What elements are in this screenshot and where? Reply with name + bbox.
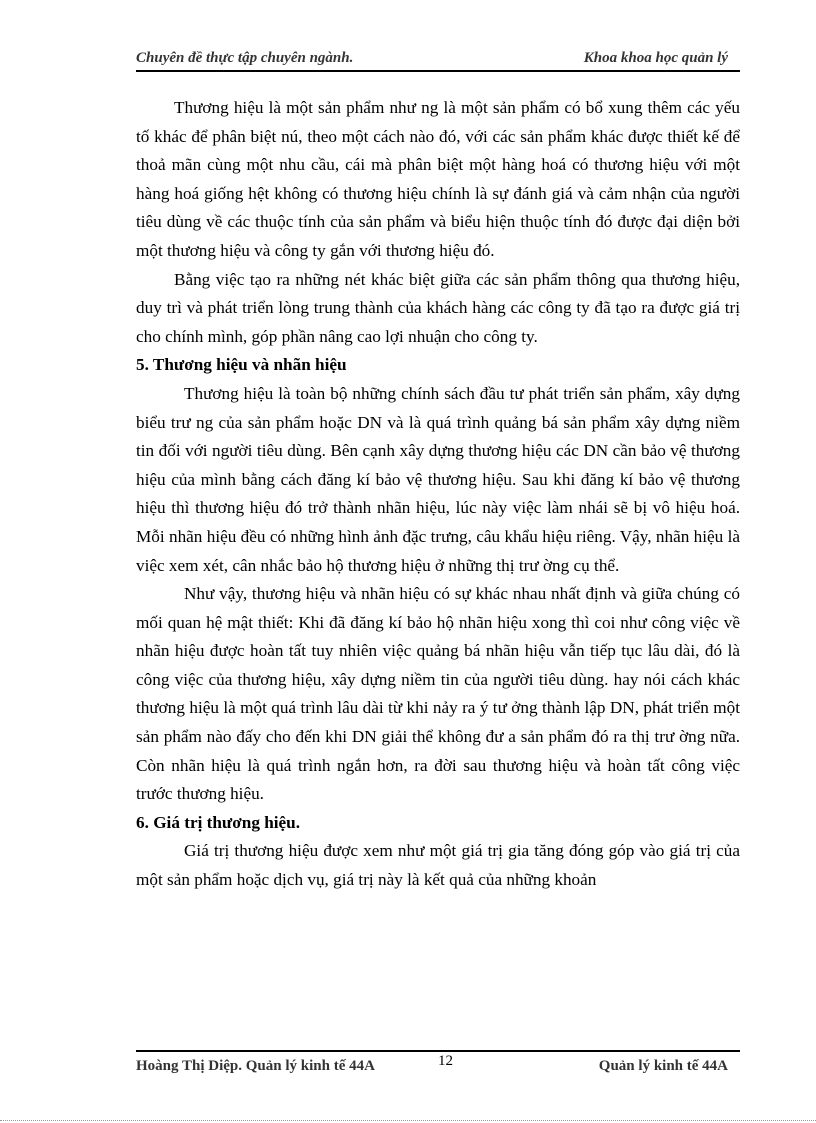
paragraph-4: Như vậy, thương hiệu và nhãn hiệu có sự khác nhau nhất định và giữa chúng có mối quan hệ mật thiết: Khi đã đăng kí bảo hộ nhãn hiệu xong thì coi như công việc về nhãn hiệu được hoàn tất tuy nhiên việc quảng bá nhãn hiệu vẫn tiếp tục lâu dài, đó là công việc của thương hiệu, xây dựng niềm tin của người tiêu dùng. hay nói cách khác thương hiệu là một quá trình lâu dài từ khi nảy ra ý tư ởng thành lập DN, phát triển một sản phẩm nào đấy cho đến khi DN giải thể không đư a sản phẩm đó ra thị trư ờng nữa. Còn nhãn hiệu là quá trình ngắn hơn, ra đời sau thương hiệu và hoàn tất công việc trước thương hiệu.: [136, 584, 740, 804]
page-number: 12: [438, 1053, 453, 1069]
header-left-text: Chuyên đề thực tập chuyên ngành.: [136, 50, 354, 66]
page-footer: [136, 1050, 740, 1082]
header-right-text: Khoa khoa học quản lý: [583, 50, 728, 66]
page-header: [136, 48, 740, 72]
footer-left-text: Hoàng Thị Diệp. Quản lý kinh tế 44A: [136, 1058, 375, 1074]
bottom-dotted-divider: [0, 1120, 816, 1121]
section-heading-6: 6. Giá trị thương hiệu.: [136, 812, 301, 832]
paragraph-5: Giá trị thương hiệu được xem như một giá trị gia tăng đóng góp vào giá trị của một sản phẩm hoặc dịch vụ, giá trị này là kết quả của những khoản: [136, 841, 740, 890]
footer-right-text: Quản lý kinh tế 44A: [598, 1058, 728, 1074]
section-heading-5: 5. Thương hiệu và nhãn hiệu: [136, 355, 347, 375]
paragraph-1: Thương hiệu là một sản phẩm như ng là một sản phẩm có bổ xung thêm các yếu tố khác để phân biệt nú, theo một cách nào đó, với các sản phẩm khác được thiết kế để thoả mãn cùng một nhu cầu, cái mà phân biệt một hàng hoá có thương hiệu với một hàng hoá giống hệt không có thương hiệu chính là sự đánh giá và cảm nhận của người tiêu dùng về các thuộc tính của sản phẩm và biểu hiện thuộc tính đó được đại diện bởi một thương hiệu và công ty gắn với thương hiệu đó.: [136, 98, 740, 260]
page-content: [136, 94, 740, 895]
paragraph-3: Thương hiệu là toàn bộ những chính sách đầu tư phát triển sản phẩm, xây dựng biểu trư ng của sản phẩm hoặc DN và là quá trình quảng bá sản phẩm xây dựng niềm tin đối với người tiêu dùng. Bên cạnh xây dựng thương hiệu các DN cần bảo vệ thương hiệu của mình bằng cách đăng kí bảo vệ thương hiệu. Sau khi đăng kí bảo vệ thương hiệu thì thương hiệu đó trở thành nhãn hiệu, lúc này việc làm nhái sẽ bị vô hiệu hoá. Mỗi nhãn hiệu đều có những hình ảnh đặc trưng, câu khẩu hiệu riêng. Vậy, nhãn hiệu là việc xem xét, cân nhắc bảo hộ thương hiệu ở những thị trư ờng cụ thể.: [136, 383, 740, 575]
paragraph-2: Bằng việc tạo ra những nét khác biệt giữa các sản phẩm thông qua thương hiệu, duy trì và phát triển lòng trung thành của khách hàng các công ty đã tạo ra được giá trị cho chính mình, góp phần nâng cao lợi nhuận cho công ty.: [136, 269, 740, 346]
